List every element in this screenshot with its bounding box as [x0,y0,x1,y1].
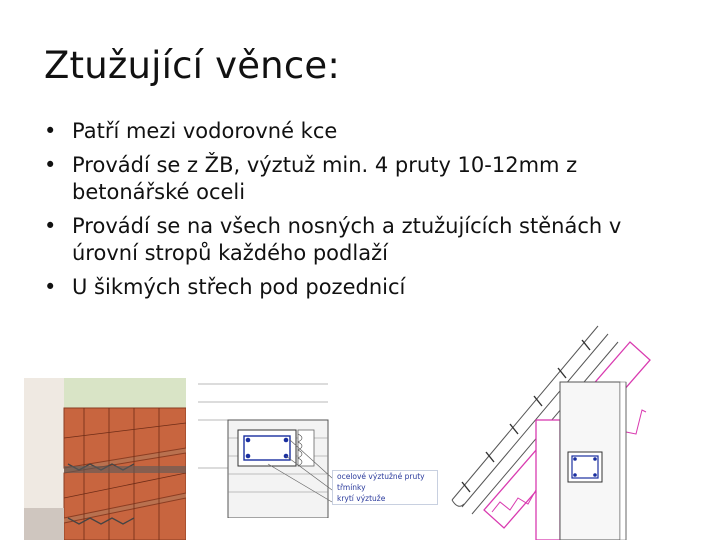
bullet-dot: • [44,275,57,299]
bullet-dot: • [44,119,57,143]
bullet-text: Patří mezi vodorovné kce [72,119,338,143]
drawing-legend [332,470,438,505]
legend-item: ocelové výztužné pruty [337,472,425,481]
bullet-text: U šikmých střech pod pozednicí [72,275,406,299]
bullet-dot: • [44,214,57,238]
legend-item: třmínky [337,483,366,492]
bullet-item [44,213,684,267]
slide-title: Ztužující věnce: [44,44,341,87]
legend-item: krytí výztuže [337,494,386,503]
bullet-dot: • [44,153,57,177]
bullet-item [44,118,684,145]
bullet-text: Provádí se z ŽB, výztuž min. 4 pruty 10-12mm z betonářské oceli [72,153,578,204]
roof-eave-section-drawing [440,322,720,540]
bullet-text: Provádí se na všech nosných a ztužujících stěnách v úrovní stropů každého podlaží [72,214,622,265]
bullet-list [44,118,684,308]
bullet-item [44,152,684,206]
bullet-item [44,274,684,301]
construction-photo [24,378,186,540]
